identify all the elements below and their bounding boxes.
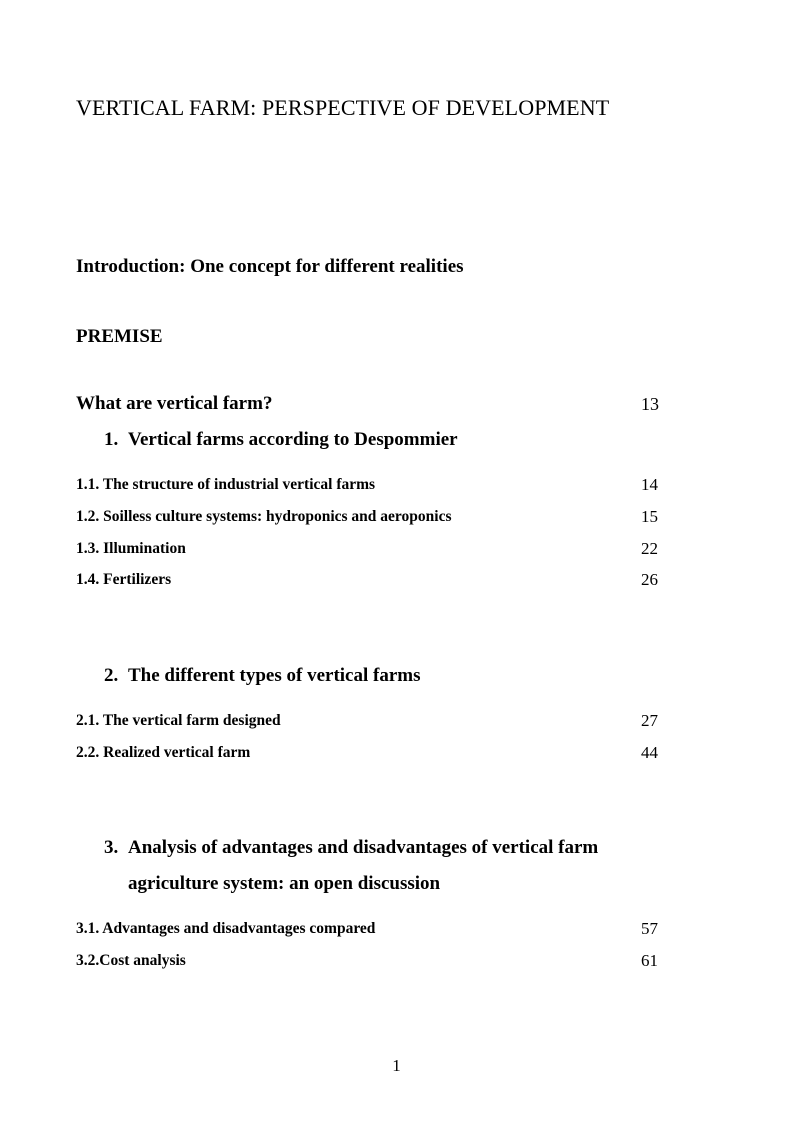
chapter-1-heading [104, 429, 458, 451]
chapter-3-heading [104, 837, 598, 859]
introduction-heading: Introduction: One concept for different realities [76, 256, 464, 277]
chapter-1-number: 1. [104, 429, 119, 450]
toc-entry-1-3-page: 22 [641, 539, 658, 558]
toc-entry-1-2-page: 15 [641, 507, 658, 526]
toc-entry-3-1-page: 57 [641, 919, 658, 938]
document-title: VERTICAL FARM: PERSPECTIVE OF DEVELOPMENT [76, 95, 610, 120]
what-are-page-number: 13 [641, 394, 659, 414]
toc-entry-3-2: 3.2.Cost analysis [76, 952, 186, 969]
toc-entry-1-2: 1.2. Soilless culture systems: hydroponics and aeroponics [76, 508, 452, 525]
toc-entry-1-3: 1.3. Illumination [76, 540, 186, 557]
toc-entry-1-4: 1.4. Fertilizers [76, 571, 172, 588]
toc-entry-1-1: 1.1. The structure of industrial vertical farms [76, 476, 376, 493]
toc-entry-2-2: 2.2. Realized vertical farm [76, 744, 251, 761]
what-are-heading: What are vertical farm? [76, 393, 273, 414]
page-number: 1 [392, 1056, 401, 1075]
chapter-3-title-line-1: Analysis of advantages and disadvantages of vertical farm [128, 837, 599, 858]
chapter-3-number: 3. [104, 837, 119, 858]
toc-entry-2-1: 2.1. The vertical farm designed [76, 712, 281, 729]
toc-entry-2-2-page: 44 [641, 743, 658, 762]
chapter-2-title: The different types of vertical farms [128, 665, 421, 686]
chapter-2-heading [104, 665, 421, 687]
chapter-3-title-line-2: agriculture system: an open discussion [128, 873, 441, 894]
toc-entry-1-1-page: 14 [641, 475, 658, 494]
toc-entry-3-2-page: 61 [641, 951, 658, 970]
toc-entry-1-4-page: 26 [641, 570, 658, 589]
toc-entry-2-1-page: 27 [641, 711, 658, 730]
toc-entry-3-1: 3.1. Advantages and disadvantages compared [76, 920, 376, 937]
chapter-1-title: Vertical farms according to Despommier [128, 429, 458, 450]
premise-heading: PREMISE [76, 326, 163, 347]
chapter-2-number: 2. [104, 665, 119, 686]
